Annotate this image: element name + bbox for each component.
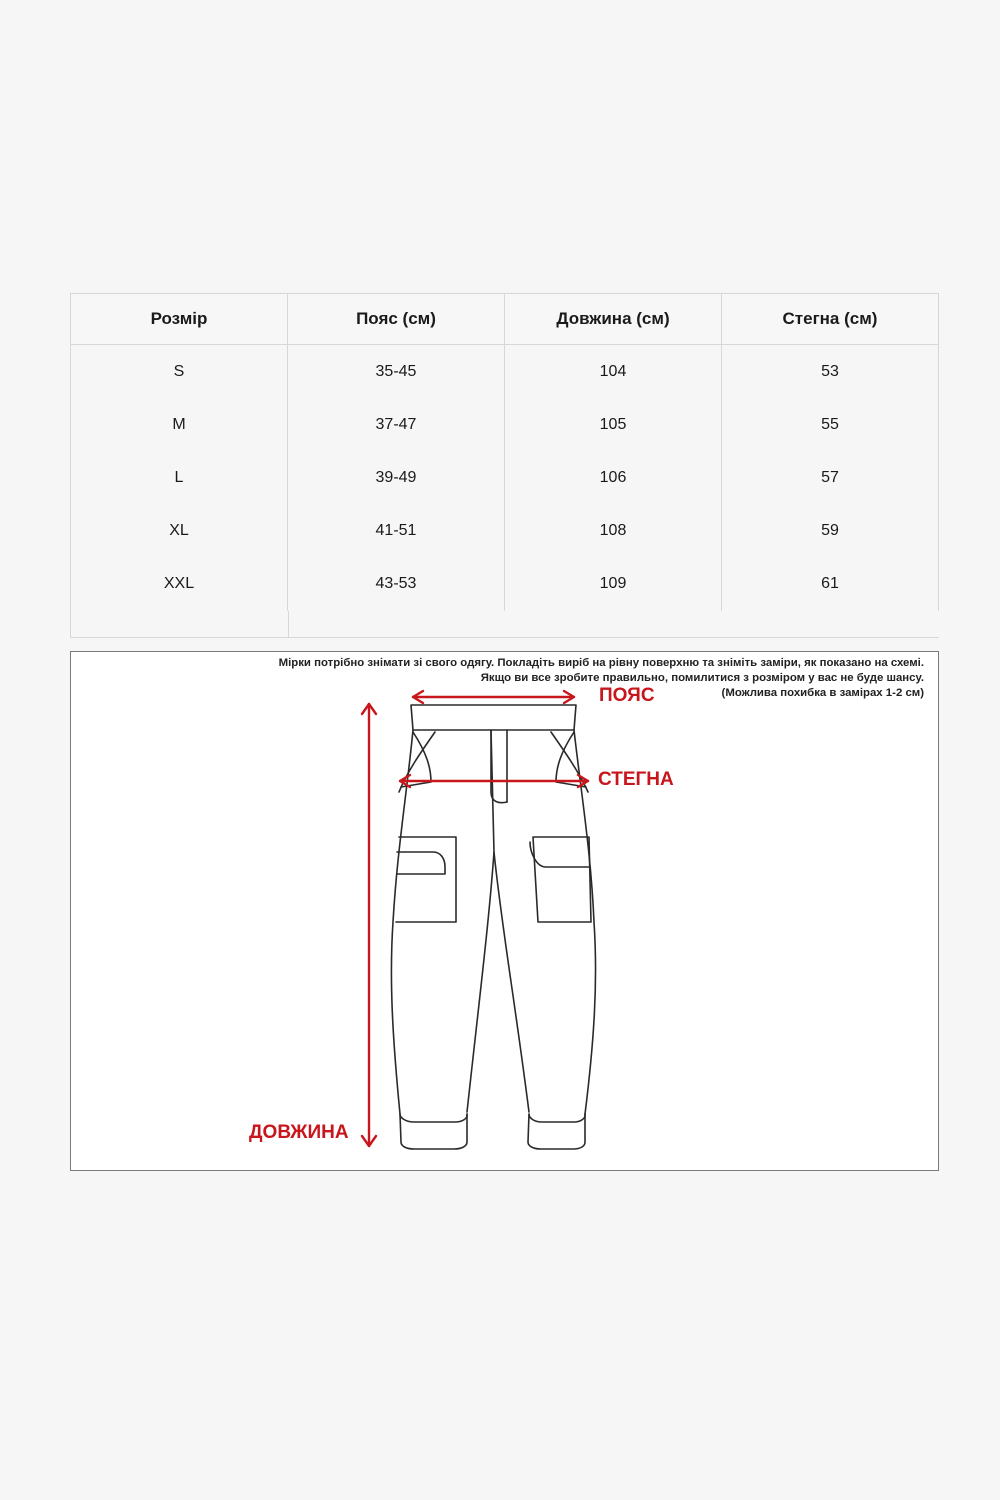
table-cell: 59 [821,522,839,540]
table-cell: 106 [599,468,627,486]
table-cell: 53 [821,362,839,380]
table-cell: 41-51 [375,522,417,540]
measurement-diagram [70,651,939,1171]
waist-label: ПОЯС [599,685,655,706]
trousers-outline-icon [71,652,940,1172]
table-cell: 57 [821,468,839,486]
column-length [505,345,722,611]
table-cell: M [172,415,186,433]
table-header-row [71,294,939,345]
table-cell: 39-49 [375,468,417,486]
note-text: Мірки потрібно знімати зі свого одягу. Покладіть виріб на рівну поверхню та зніміть заміри, як показано на схемі. Якщо ви все зробите правильно, помилитися з розміром у вас не буде шансу. [278,657,924,684]
table-cell: L [174,468,184,486]
header-hips: Стегна (см) [722,294,939,344]
table-cell: XL [169,522,189,540]
column-waist [288,345,505,611]
table-cell: 104 [599,362,627,380]
size-table [70,293,939,638]
table-cell: 43-53 [375,575,417,593]
table-cell: 109 [599,575,627,593]
table-cell: 108 [599,522,627,540]
table-body [71,345,939,611]
header-length: Довжина (см) [505,294,722,344]
table-footer-row [71,611,939,638]
table-cell: 37-47 [375,415,417,433]
note-tolerance: (Можлива похибка в замірах 1-2 см) [721,687,924,699]
table-cell: S [173,362,185,380]
column-hips [722,345,939,611]
header-waist: Пояс (см) [288,294,505,344]
table-cell: XXL [163,575,195,593]
header-size: Розмір [71,294,288,344]
column-size [71,345,288,611]
hips-label: СТЕГНА [598,769,674,790]
length-label: ДОВЖИНА [249,1122,349,1143]
table-cell: 35-45 [375,362,417,380]
table-cell: 55 [821,415,839,433]
table-cell: 105 [599,415,627,433]
table-cell: 61 [821,575,839,593]
